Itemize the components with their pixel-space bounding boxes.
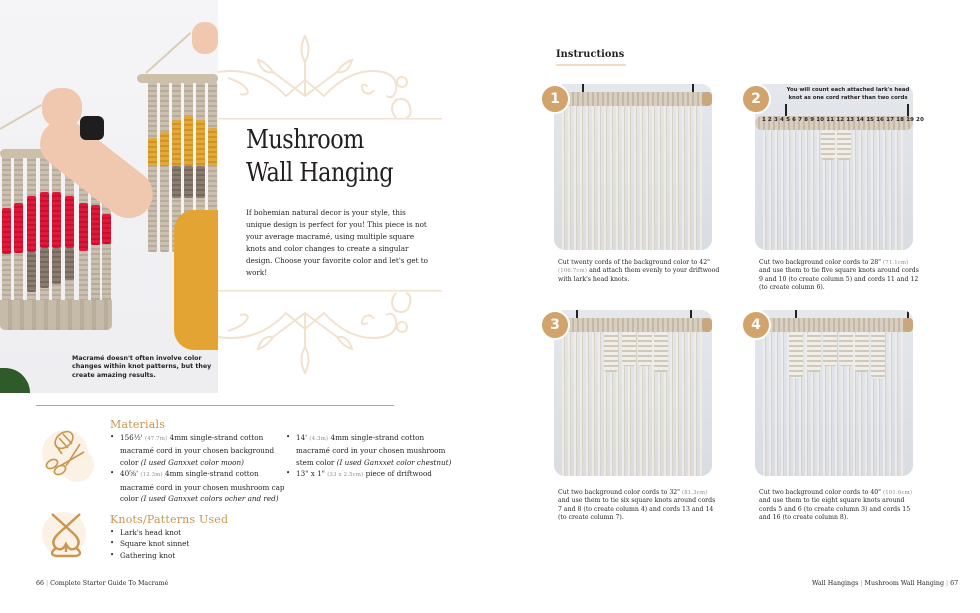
cord	[14, 203, 23, 253]
material-text: 4mm single-strand cotton macramé cord in your chosen mushroom stem color	[296, 433, 446, 467]
cord	[27, 252, 36, 292]
intro-paragraph: If bohemian natural decor is your style, this unique design is perfect for you! This piece is not your average macramé, using multiple square knots and color changes to create a singular design. Choose your favorite color and let's get to work!	[246, 208, 429, 277]
step-qty: 28"	[870, 259, 882, 266]
instructions-heading: Instructions	[556, 48, 625, 60]
square-knot-column	[823, 332, 837, 366]
cords	[562, 106, 702, 250]
step-text-part: Cut two background color cords to	[759, 489, 869, 496]
square-knot-column	[789, 332, 803, 378]
material-metric: (4.3m)	[309, 436, 329, 442]
cord-number: 3	[774, 117, 779, 123]
step-2-photo	[755, 84, 913, 250]
step-text-part: and use them to tie five square knots around cords 9 and 10 (to create column 5) and cords 11 and 12 (to create column 6).	[759, 267, 919, 291]
square-knot-column	[839, 332, 853, 366]
material-text: 4mm single-strand cotton macramé cord in your chosen mushroom cap color	[120, 469, 285, 504]
step-text-part: Cut two background color cords to	[759, 259, 869, 266]
flourish-ornament-top	[218, 0, 442, 120]
cord	[184, 116, 193, 166]
step-text-part: Cut twenty cords of the background color to	[558, 259, 698, 266]
step-4-badge: 4	[741, 310, 771, 340]
title-line-1: Mushroom	[246, 125, 364, 155]
step-text-part: and use them to tie six square knots around cords 7 and 8 (to create column 4) and cords 13 and 14 (to create column 7).	[558, 497, 716, 521]
cord	[208, 128, 217, 166]
cord	[102, 214, 111, 244]
material-metric: (47.7m)	[144, 436, 168, 442]
knot-item: • Square knot sinnet	[110, 538, 280, 549]
hand	[192, 22, 218, 54]
step-3-photo	[554, 310, 712, 476]
hero-photo	[0, 0, 218, 393]
square-knot-column	[807, 332, 821, 372]
step-metric: (81.3cm)	[682, 490, 708, 496]
knots-list	[110, 527, 280, 561]
cord	[65, 196, 74, 248]
cord-number: 11	[826, 117, 835, 123]
square-knot-column	[821, 130, 835, 160]
step-2-photo-note: You will count each attached lark's head knot as one cord rather than two cords	[786, 87, 910, 101]
cord	[65, 248, 74, 280]
cord	[91, 205, 100, 245]
material-item	[286, 468, 456, 481]
step-1-text	[558, 259, 720, 284]
cord-number: 9	[810, 117, 815, 123]
step-1-photo	[554, 84, 712, 250]
title-line-2: Wall Hanging	[246, 158, 394, 188]
folio-separator: |	[46, 580, 49, 587]
step-metric: (101.6cm)	[883, 490, 913, 496]
cord-number: 18	[896, 117, 905, 123]
cord	[160, 82, 169, 252]
cord-number: 6	[792, 117, 797, 123]
cord-number: 7	[798, 117, 803, 123]
folio-right	[812, 580, 958, 587]
material-qty: 14'	[296, 433, 308, 442]
cord	[52, 248, 61, 284]
square-knot-column	[638, 332, 652, 366]
cord	[52, 192, 61, 248]
driftwood	[554, 318, 712, 332]
cord-number-labels	[762, 117, 924, 123]
material-text: piece of driftwood	[365, 469, 432, 479]
thread-spool-scissors-icon	[40, 424, 98, 482]
cord	[196, 120, 205, 166]
smartwatch	[80, 116, 104, 140]
cord	[148, 138, 157, 166]
knot-icon	[44, 512, 88, 558]
cord-number: 17	[886, 117, 895, 123]
step-text-part: Cut two background color cords to	[558, 489, 668, 496]
materials-list-col2	[286, 432, 456, 482]
square-knot-column	[622, 332, 636, 366]
cord-number: 2	[768, 117, 772, 123]
square-knot-column	[855, 332, 869, 372]
step-4-photo	[755, 310, 913, 476]
square-knot-column	[837, 130, 851, 160]
materials-list-col1	[110, 432, 286, 504]
page-number: 66	[36, 580, 45, 587]
page-title	[246, 124, 393, 190]
driftwood-end	[903, 318, 913, 332]
flourish-ornament-bottom	[218, 285, 442, 385]
material-item	[286, 432, 456, 468]
knot-item: • Gathering knot	[110, 550, 280, 561]
page-number: 67	[950, 580, 959, 587]
step-metric: (71.1cm)	[883, 260, 909, 266]
cord	[184, 166, 193, 198]
cord	[172, 120, 181, 166]
material-metric: (12.3m)	[140, 472, 163, 479]
section-name: Wall Hangings	[812, 580, 859, 587]
step-qty: 40"	[870, 489, 882, 496]
cord-number: 10	[816, 117, 825, 123]
cord	[79, 203, 88, 251]
material-item	[110, 432, 286, 468]
material-note: (I used Ganxxet colors ocher and red)	[140, 494, 279, 504]
cord-number: 5	[786, 117, 791, 123]
material-qty: 40⅝'	[120, 469, 139, 479]
cord	[172, 166, 181, 198]
material-qty: 13" x 1"	[296, 469, 325, 479]
square-knot-column	[871, 332, 885, 378]
material-metric: (33 x 2.5cm)	[327, 472, 364, 479]
step-text-part: and use them to tie eight square knots around cords 5 and 6 (to create column 3) and cords 15 and 16 (to create column 8).	[759, 497, 911, 521]
section-divider	[36, 405, 394, 406]
cord	[40, 248, 49, 288]
material-item	[110, 468, 286, 504]
heading-underline	[556, 64, 626, 66]
driftwood-end	[702, 92, 712, 106]
cord-number: 4	[780, 117, 785, 123]
photo-caption: Macramé doesn't often involve color changes within knot patterns, but they create amazing results.	[72, 355, 212, 379]
cord	[160, 132, 169, 166]
step-2-text	[759, 259, 921, 292]
cord-number: 13	[846, 117, 855, 123]
square-knot-column	[654, 332, 668, 372]
cord-number: 19	[906, 117, 915, 123]
cord-number: 12	[836, 117, 845, 123]
step-1-badge: 1	[540, 84, 570, 114]
step-3-text	[558, 489, 720, 522]
step-text-part: and attach them evenly to your driftwood with lark's head knots.	[558, 267, 720, 283]
materials-heading: Materials	[110, 418, 166, 431]
chapter-name: Mushroom Wall Hanging	[864, 580, 944, 587]
folio-separator: |	[946, 580, 949, 587]
step-3-badge: 3	[540, 310, 570, 340]
fringe	[0, 300, 112, 330]
cord-number: 1	[762, 117, 766, 123]
material-note: (I used Ganxxet color moon)	[140, 457, 244, 467]
driftwood	[554, 92, 712, 106]
step-4-text	[759, 489, 921, 522]
step-qty: 42"	[699, 259, 711, 266]
knots-heading: Knots/Patterns Used	[110, 513, 229, 526]
cord-number: 8	[804, 117, 809, 123]
material-text: 4mm single-strand cotton macramé cord in your chosen background color	[120, 433, 275, 467]
cord-number: 20	[916, 117, 925, 123]
folio-left	[36, 580, 168, 587]
step-2-badge: 2	[741, 84, 771, 114]
material-qty: 156½'	[120, 433, 143, 442]
cord-number: 14	[856, 117, 865, 123]
cord-number: 16	[876, 117, 885, 123]
cord	[148, 82, 157, 252]
cord-number: 15	[866, 117, 875, 123]
folio-separator: |	[860, 580, 863, 587]
shirt	[174, 210, 218, 350]
book-title: Complete Starter Guide To Macramé	[50, 580, 169, 587]
material-note: (I used Ganxxet color chestnut)	[336, 457, 452, 467]
cord	[27, 196, 36, 252]
driftwood	[755, 318, 913, 332]
square-knot-column	[604, 332, 618, 372]
cord	[40, 192, 49, 248]
step-metric: (106.7cm)	[558, 268, 588, 275]
step-qty: 32"	[669, 489, 681, 496]
driftwood-end	[702, 318, 712, 332]
cord	[196, 166, 205, 198]
cord	[2, 208, 11, 254]
knot-item: • Lark's head knot	[110, 527, 280, 538]
